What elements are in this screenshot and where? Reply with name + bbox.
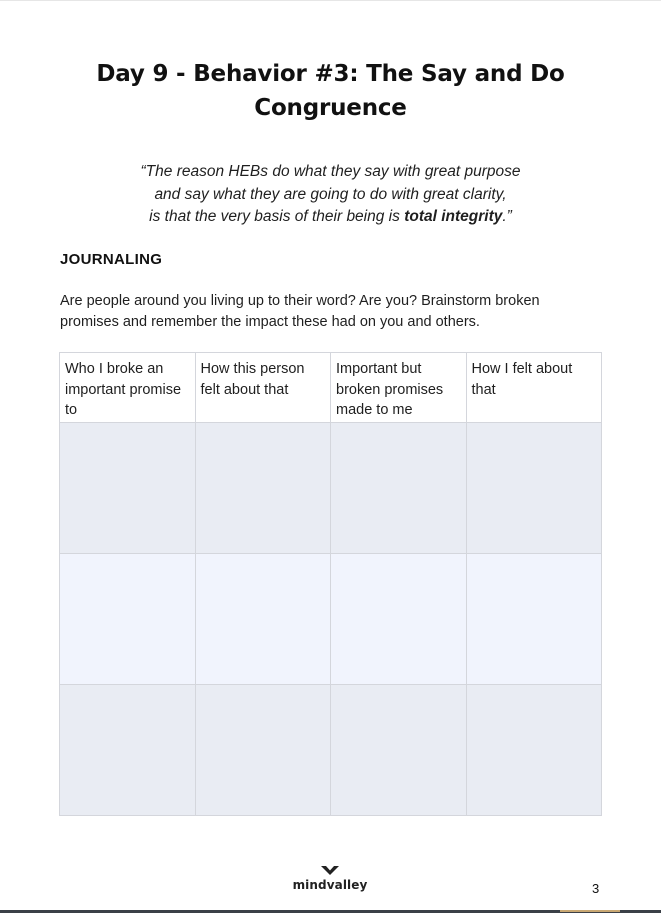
page-title [60, 57, 601, 125]
column-header-who-i-broke-promise-to: Who I broke an important promise to [60, 353, 196, 423]
quote-emphasis: total integrity [404, 208, 503, 225]
journal-entry-cell[interactable] [60, 685, 196, 816]
journal-entry-cell[interactable] [466, 554, 602, 685]
logo-wordmark: mindvalley [292, 878, 368, 892]
table-row [60, 554, 602, 685]
journal-entry-cell[interactable] [195, 554, 331, 685]
journal-table-header-row [60, 353, 602, 423]
page-number: 3 [592, 881, 600, 896]
journal-entry-cell[interactable] [466, 423, 602, 554]
journal-entry-cell[interactable] [195, 685, 331, 816]
table-row [60, 423, 602, 554]
quote-line-3-suffix: .” [502, 208, 512, 225]
column-header-broken-promises-to-me: Important but broken promises made to me [331, 353, 467, 423]
quote-line-3-prefix: is that the very basis of their being is [149, 208, 405, 225]
intro-quote [60, 161, 601, 229]
journal-table [59, 352, 602, 816]
page-bottom-accent [560, 910, 620, 912]
journal-entry-cell[interactable] [466, 685, 602, 816]
section-heading: JOURNALING [60, 251, 163, 268]
journal-entry-cell[interactable] [331, 554, 467, 685]
prompt-line-1: Are people around you living up to their word? Are you? Brainstorm broken [60, 293, 540, 309]
mindvalley-chevron-icon [320, 865, 340, 876]
journal-entry-cell[interactable] [60, 554, 196, 685]
column-header-how-person-felt: How this person felt about that [195, 353, 331, 423]
table-row [60, 685, 602, 816]
page-title-line-1: Day 9 - Behavior #3: The Say and Do [96, 61, 565, 87]
quote-line-1: “The reason HEBs do what they say with great purpose [140, 163, 521, 180]
page-title-line-2: Congruence [254, 95, 407, 121]
journal-prompt [60, 291, 601, 333]
prompt-line-2: promises and remember the impact these had on you and others. [60, 314, 480, 330]
journal-entry-cell[interactable] [195, 423, 331, 554]
journal-entry-cell[interactable] [60, 423, 196, 554]
column-header-how-i-felt: How I felt about that [466, 353, 602, 423]
journal-entry-cell[interactable] [331, 685, 467, 816]
mindvalley-logo [280, 865, 380, 892]
quote-line-2: and say what they are going to do with great clarity, [154, 185, 507, 203]
journal-entry-cell[interactable] [331, 423, 467, 554]
